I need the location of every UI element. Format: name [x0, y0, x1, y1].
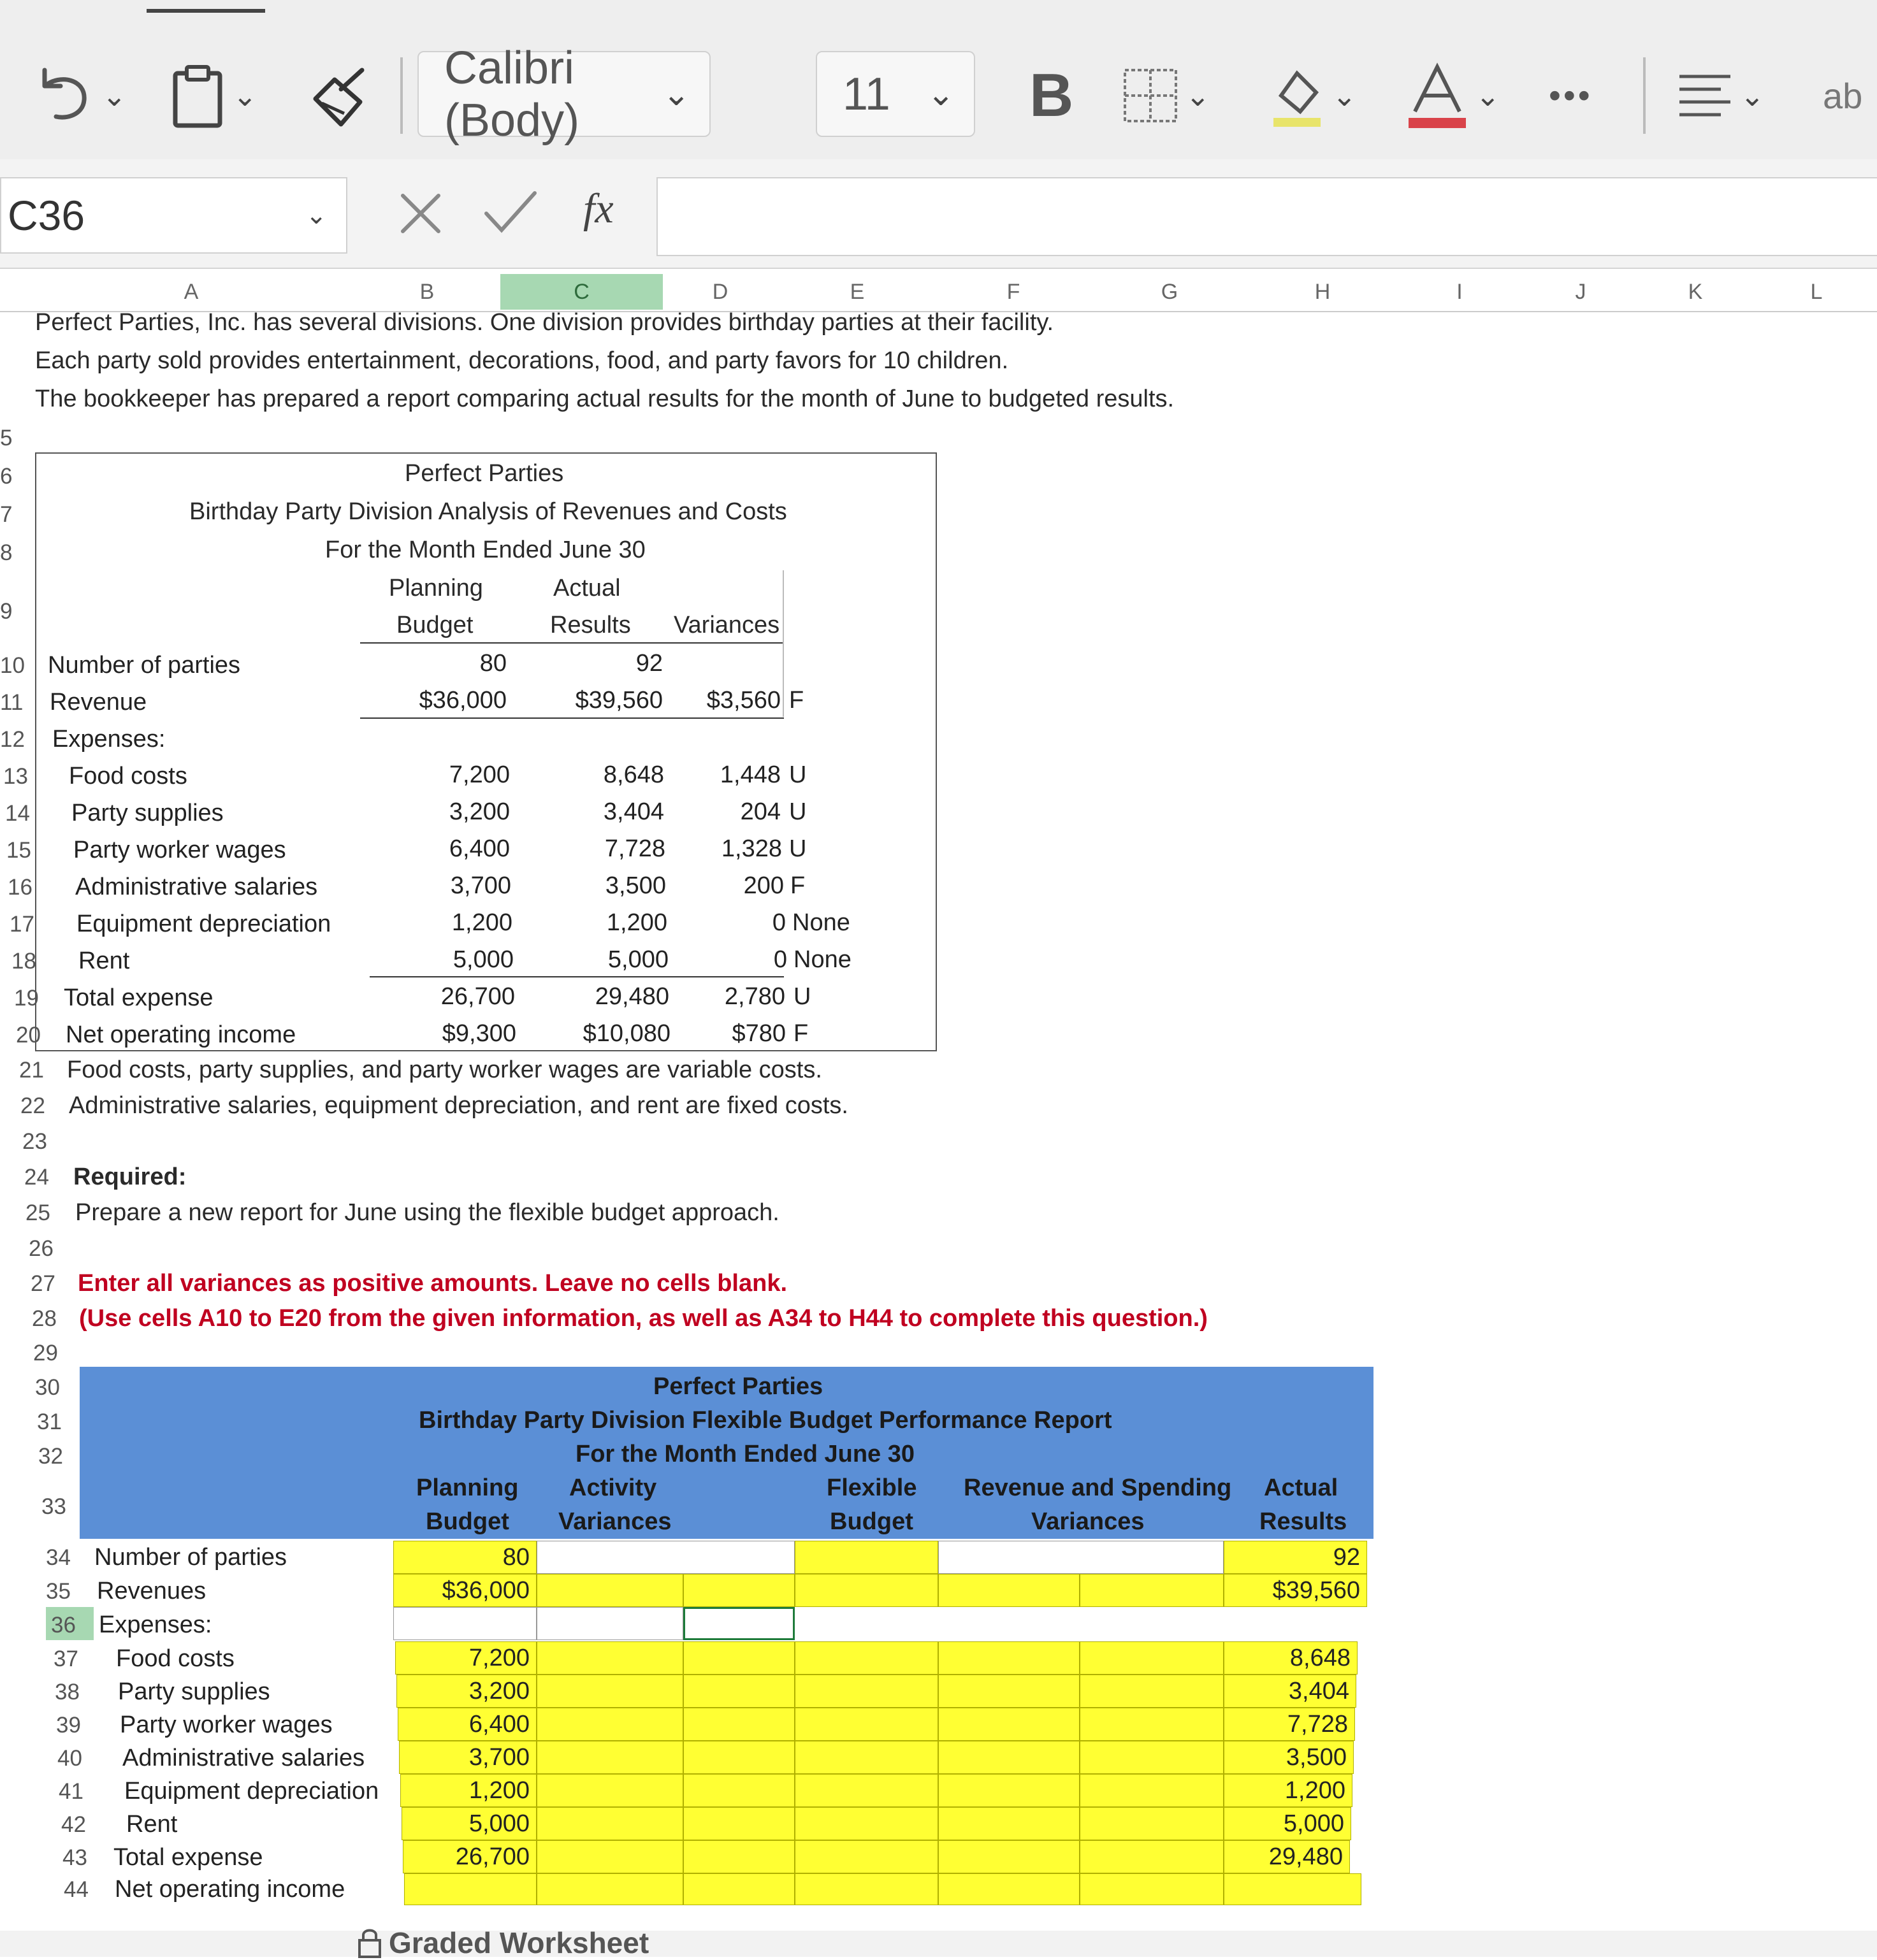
report2-input-cell[interactable]	[683, 1807, 795, 1840]
report2-input-cell[interactable]	[938, 1873, 1080, 1905]
report2-plan-cell[interactable]	[400, 1774, 537, 1807]
chevron-down-icon: ⌄	[305, 201, 327, 229]
report2-plan: 3,200	[468, 1678, 530, 1704]
intro-line-3: The bookkeeper has prepared a report comparing actual results for the month of June to budgeted results.	[35, 386, 1175, 412]
instruction-cells: (Use cells A10 to E20 from the given information, as well as A34 to H44 to complete this question.)	[79, 1305, 1208, 1332]
row-number[interactable]: 10	[0, 653, 25, 678]
font-name-value: Calibri (Body)	[444, 42, 580, 146]
chevron-down-icon: ⌄	[233, 79, 257, 112]
report1-plan: $9,300	[442, 1020, 516, 1047]
report2-plan-cell[interactable]	[399, 1741, 537, 1774]
report1-flag: F	[794, 1020, 809, 1047]
report2-input-cell[interactable]	[537, 1541, 795, 1574]
row-number[interactable]: 23	[22, 1129, 47, 1154]
row-number[interactable]: 34	[46, 1545, 71, 1570]
row-number[interactable]: 14	[5, 801, 30, 826]
report2-hdr-budget: Budget	[426, 1508, 509, 1535]
report2-actual: 92	[1333, 1544, 1360, 1571]
report1-flag: F	[789, 687, 804, 714]
report1-flag: None	[794, 946, 852, 973]
row-number[interactable]: 26	[29, 1236, 54, 1261]
undo-button[interactable]	[25, 51, 127, 140]
report2-input-cell[interactable]	[1080, 1741, 1224, 1774]
report2-input-cell[interactable]	[683, 1840, 795, 1873]
report2-input-cell[interactable]	[683, 1873, 795, 1905]
column-header-a[interactable]: A	[184, 280, 199, 304]
name-box[interactable]	[0, 177, 347, 254]
format-painter-button[interactable]	[306, 51, 370, 140]
report2-input-cell[interactable]	[404, 1873, 537, 1905]
report2-actual: 1,200	[1284, 1777, 1345, 1804]
report1-variance: $3,560	[706, 687, 781, 714]
row-number[interactable]: 37	[54, 1647, 78, 1671]
report2-plan-cell[interactable]	[393, 1541, 537, 1574]
report2-label: Food costs	[116, 1645, 235, 1672]
report2-input-cell[interactable]	[537, 1574, 683, 1607]
report2-input-cell[interactable]	[537, 1774, 683, 1807]
more-options-button[interactable]	[1549, 51, 1593, 140]
report2-input-cell[interactable]	[795, 1708, 938, 1741]
report1-variance: 204	[740, 798, 781, 825]
row-number[interactable]: 32	[38, 1444, 63, 1469]
row-number[interactable]: 18	[11, 949, 36, 974]
report1-variance: 1,328	[721, 835, 782, 862]
report1-plan: $36,000	[419, 687, 507, 714]
report2-label: Party worker wages	[120, 1711, 333, 1738]
toolbar-separator	[1643, 57, 1646, 134]
report2-input-cell[interactable]	[938, 1708, 1080, 1741]
report2-plan-cell[interactable]	[398, 1708, 537, 1741]
report2-input-cell[interactable]	[683, 1774, 795, 1807]
cancel-formula-button[interactable]	[395, 188, 446, 242]
font-color-icon	[1405, 61, 1469, 131]
report1-label: Equipment depreciation	[76, 911, 331, 937]
sheet-tab-graded-worksheet[interactable]	[357, 1926, 649, 1960]
chevron-down-icon: ⌄	[927, 75, 955, 113]
chevron-down-icon: ⌄	[102, 79, 127, 112]
report1-label: Party worker wages	[73, 837, 286, 863]
row-number[interactable]: 35	[46, 1579, 71, 1604]
instruction-variances: Enter all variances as positive amounts. Leave no cells blank.	[78, 1270, 788, 1297]
row-number[interactable]: 41	[59, 1779, 83, 1804]
report2-input-cell[interactable]	[537, 1675, 683, 1708]
chevron-down-icon: ⌄	[1740, 79, 1765, 112]
bold-label: B	[1029, 61, 1074, 129]
fill-bucket-icon	[1268, 61, 1326, 131]
row-number[interactable]: 39	[56, 1713, 81, 1738]
fill-color-button[interactable]	[1268, 51, 1357, 140]
report1-label: Total expense	[64, 984, 214, 1011]
report2-label: Expenses:	[99, 1611, 212, 1638]
report2-input-cell[interactable]	[1080, 1774, 1224, 1807]
toolbar-separator	[400, 57, 403, 134]
report2-plan: 7,200	[468, 1645, 530, 1671]
report2-input-cell[interactable]	[795, 1641, 938, 1675]
report2-input-cell[interactable]	[938, 1541, 1224, 1574]
report1-flag: F	[790, 872, 806, 899]
report2-input-cell[interactable]	[1080, 1675, 1224, 1708]
report1-hdr-actual: Actual	[553, 575, 621, 602]
ribbon-toolbar	[0, 0, 1877, 161]
row-number[interactable]: 15	[6, 838, 31, 863]
report2-subtitle: Birthday Party Division Flexible Budget Performance Report	[419, 1407, 1112, 1434]
report1-variance: 0	[772, 909, 786, 936]
report2-actual: 7,728	[1287, 1711, 1348, 1738]
report2-hdr-revenue-spending: Revenue and Spending	[964, 1474, 1232, 1501]
report2-input-cell[interactable]	[683, 1741, 795, 1774]
report2-input-cell[interactable]	[795, 1807, 938, 1840]
note-variable-costs: Food costs, party supplies, and party worker wages are variable costs.	[67, 1056, 822, 1083]
report1-label: Rent	[78, 948, 130, 974]
row-number[interactable]: 21	[19, 1058, 44, 1083]
report2-label: Rent	[126, 1811, 178, 1838]
report1-plan: 7,200	[449, 761, 510, 788]
clipboard-icon	[169, 61, 226, 131]
report1-actual: 7,728	[604, 835, 665, 862]
report2-input-cell[interactable]	[537, 1708, 683, 1741]
row-number[interactable]: 22	[20, 1093, 45, 1118]
report1-actual: 92	[635, 650, 663, 677]
report1-actual: 1,200	[606, 909, 667, 936]
row-number[interactable]: 31	[37, 1409, 62, 1434]
chevron-down-icon: ⌄	[1475, 79, 1500, 112]
report2-input-cell[interactable]	[1080, 1840, 1224, 1873]
report2-hdr-activity-variances: Variances	[558, 1508, 672, 1535]
sheet-tab-label: Graded Worksheet	[389, 1926, 649, 1959]
report2-hdr-results: Results	[1259, 1508, 1347, 1535]
undo-icon	[25, 61, 96, 131]
report2-input-cell[interactable]	[938, 1675, 1080, 1708]
report2-input-cell[interactable]	[938, 1840, 1080, 1873]
wrap-text-label: ab	[1823, 75, 1863, 116]
report1-hdr-variances: Variances	[674, 612, 780, 638]
checkmark-icon	[481, 188, 539, 239]
report1-label: Food costs	[69, 763, 187, 789]
report1-actual: $10,080	[583, 1020, 670, 1047]
ribbon-tab-indicator	[147, 9, 265, 13]
row-number[interactable]: 28	[32, 1306, 57, 1331]
report2-input-cell[interactable]	[683, 1675, 795, 1708]
report2-input-cell[interactable]	[537, 1641, 683, 1675]
report2-actual: $39,560	[1272, 1577, 1360, 1604]
report1-actual: 8,648	[603, 761, 664, 788]
report1-total-rule	[370, 976, 784, 977]
more-label: •••	[1549, 76, 1593, 115]
intro-line-2: Each party sold provides entertainment, decorations, food, and party favors for 10 children.	[35, 347, 1009, 374]
report2-plan: 1,200	[468, 1777, 530, 1804]
report2-actual: 8,648	[1289, 1645, 1351, 1671]
row-number[interactable]: 6	[0, 464, 13, 489]
close-icon	[395, 188, 446, 239]
report1-variance: $780	[732, 1020, 786, 1047]
report2-input-cell[interactable]	[795, 1741, 938, 1774]
report2-plan: 3,700	[468, 1744, 530, 1771]
column-header-d[interactable]: D	[712, 280, 728, 304]
report1-label: Expenses:	[52, 726, 166, 753]
name-box-value: C36	[8, 192, 85, 239]
report2-label: Administrative salaries	[122, 1745, 365, 1771]
align-icon	[1676, 67, 1734, 124]
row-number[interactable]: 27	[31, 1271, 55, 1296]
report2-actual-cell[interactable]	[1224, 1675, 1356, 1708]
report1-variance: 1,448	[720, 761, 781, 788]
font-color-button[interactable]	[1405, 51, 1500, 140]
report1-flag: U	[789, 835, 807, 862]
report2-input-cell[interactable]	[938, 1741, 1080, 1774]
report1-plan: 5,000	[453, 946, 514, 973]
report2-input-cell[interactable]	[795, 1873, 938, 1905]
report1-subtitle: Birthday Party Division Analysis of Revenues and Costs	[189, 498, 787, 525]
report2-label: Revenues	[97, 1578, 207, 1604]
row-number[interactable]: 20	[16, 1023, 41, 1048]
report1-actual: 3,404	[603, 798, 664, 825]
row-number[interactable]: 8	[0, 540, 13, 565]
note-fixed-costs: Administrative salaries, equipment depreciation, and rent are fixed costs.	[69, 1092, 848, 1119]
intro-line-1: Perfect Parties, Inc. has several divisions. One division provides birthday parties at their facility.	[35, 309, 1054, 336]
report2-actual-cell[interactable]	[1224, 1840, 1350, 1873]
report2-hdr-flexible-budget: Budget	[830, 1508, 913, 1535]
report2-input-cell[interactable]	[683, 1708, 795, 1741]
column-header-h[interactable]: H	[1314, 280, 1331, 304]
bold-button[interactable]	[1029, 51, 1073, 140]
report1-label: Net operating income	[66, 1021, 296, 1048]
report2-actual: 5,000	[1283, 1810, 1344, 1837]
report2-input-cell[interactable]	[537, 1840, 683, 1873]
report1-header-rule	[360, 642, 784, 644]
report2-input-cell[interactable]	[938, 1574, 1080, 1607]
paste-button[interactable]	[169, 51, 257, 140]
report2-input-cell[interactable]	[537, 1873, 683, 1905]
report1-hdr-budget: Budget	[396, 612, 474, 638]
report2-input-cell[interactable]	[1080, 1708, 1224, 1741]
report2-input-cell[interactable]	[795, 1774, 938, 1807]
report2-input-cell[interactable]	[537, 1807, 683, 1840]
row-number[interactable]: 40	[57, 1746, 82, 1771]
report1-actual: 5,000	[607, 946, 669, 973]
report2-actual-cell[interactable]	[1224, 1541, 1367, 1574]
paintbrush-icon	[306, 64, 370, 127]
report2-input-cell[interactable]	[795, 1675, 938, 1708]
row-number[interactable]: 44	[64, 1877, 89, 1902]
borders-button[interactable]	[1122, 51, 1210, 140]
report2-input-cell[interactable]	[1080, 1641, 1224, 1675]
report1-plan: 6,400	[449, 835, 510, 862]
report2-input-cell[interactable]	[795, 1840, 938, 1873]
row-number[interactable]: 7	[0, 502, 13, 527]
report2-plan-cell[interactable]	[395, 1641, 537, 1675]
report1-variance: 200	[743, 872, 784, 899]
column-header-i[interactable]: I	[1456, 280, 1463, 304]
insert-function-button[interactable]	[583, 185, 614, 233]
report2-label: Number of parties	[94, 1544, 287, 1571]
report1-actual: $39,560	[575, 687, 663, 714]
row-number[interactable]: 25	[25, 1200, 50, 1225]
report1-label: Revenue	[50, 689, 147, 716]
column-header-j[interactable]: J	[1575, 280, 1586, 304]
report2-input-cell[interactable]	[537, 1607, 683, 1640]
report2-plan: 5,000	[468, 1810, 530, 1837]
font-name-dropdown[interactable]	[417, 42, 711, 146]
sheet-tab-bar	[0, 1931, 1877, 1957]
report2-hdr-planning: Planning	[416, 1474, 519, 1501]
report2-input-cell[interactable]	[938, 1807, 1080, 1840]
row-number[interactable]: 42	[61, 1812, 86, 1837]
row-number[interactable]: 5	[0, 426, 13, 450]
report2-actual: 29,480	[1268, 1843, 1343, 1870]
report2-input-cell[interactable]	[1224, 1873, 1361, 1905]
report2-input-cell[interactable]	[938, 1641, 1080, 1675]
report2-input-cell[interactable]	[393, 1607, 537, 1640]
report2-actual-cell[interactable]	[1224, 1807, 1351, 1840]
report2-plan-cell[interactable]	[403, 1840, 537, 1873]
report1-plan: 3,200	[449, 798, 510, 825]
chevron-down-icon: ⌄	[1185, 79, 1210, 112]
row-number[interactable]: 30	[35, 1375, 60, 1400]
report2-hdr-flexible: Flexible	[827, 1474, 917, 1501]
report1-label: Number of parties	[48, 652, 241, 679]
report2-plan-cell[interactable]	[396, 1675, 537, 1708]
report1-actual: 3,500	[605, 872, 666, 899]
row-number[interactable]: 16	[8, 875, 33, 900]
report1-label: Administrative salaries	[75, 874, 318, 900]
row-number[interactable]: 13	[3, 764, 28, 789]
report2-input-cell[interactable]	[1080, 1873, 1224, 1905]
report1-period: For the Month Ended June 30	[325, 537, 646, 563]
report1-flag: U	[794, 983, 811, 1010]
report2-label: Party supplies	[118, 1678, 270, 1705]
row-number[interactable]: 19	[14, 986, 39, 1011]
report2-title: Perfect Parties	[653, 1373, 823, 1400]
report2-plan-cell[interactable]	[393, 1574, 537, 1607]
report2-hdr-rs-variances: Variances	[1031, 1508, 1145, 1535]
row-number[interactable]: 12	[0, 727, 25, 752]
report2-actual-cell[interactable]	[1224, 1641, 1358, 1675]
report1-plan: 3,700	[450, 872, 511, 899]
required-instruction: Prepare a new report for June using the flexible budget approach.	[75, 1199, 779, 1226]
report1-flag: U	[789, 798, 807, 825]
report1-flag: U	[789, 761, 807, 788]
column-header-k[interactable]: K	[1688, 280, 1703, 304]
report2-plan: $36,000	[442, 1577, 530, 1604]
report2-input-cell[interactable]	[1080, 1574, 1224, 1607]
report2-actual-cell[interactable]	[1224, 1574, 1367, 1607]
report1-revenue-rule	[360, 717, 784, 719]
chevron-down-icon: ⌄	[662, 75, 690, 113]
report2-plan: 80	[502, 1544, 530, 1571]
row-number[interactable]: 24	[24, 1165, 49, 1190]
align-button[interactable]	[1676, 51, 1765, 140]
fx-label: fx	[583, 185, 614, 232]
report2-label: Total expense	[113, 1844, 263, 1871]
borders-icon	[1122, 67, 1179, 124]
report1-gridline	[783, 570, 784, 717]
report2-plan: 26,700	[455, 1843, 530, 1870]
report2-actual: 3,500	[1286, 1744, 1347, 1771]
report1-label: Party supplies	[71, 800, 224, 826]
report2-plan-cell[interactable]	[402, 1807, 537, 1840]
report2-input-cell[interactable]	[795, 1541, 938, 1574]
report1-hdr-results: Results	[550, 612, 631, 638]
row-number[interactable]: 33	[41, 1494, 66, 1519]
lock-icon	[357, 1928, 382, 1958]
required-heading: Required:	[73, 1164, 187, 1190]
report2-label: Equipment depreciation	[124, 1778, 379, 1805]
column-header-e[interactable]: E	[850, 280, 865, 304]
row-number[interactable]: 43	[62, 1845, 87, 1870]
font-size-dropdown[interactable]	[816, 51, 975, 137]
enter-formula-button[interactable]	[481, 188, 539, 242]
report1-title: Perfect Parties	[405, 460, 564, 487]
report2-actual: 3,404	[1288, 1678, 1349, 1704]
column-header-c[interactable]: C	[500, 274, 663, 310]
row-number[interactable]: 36	[51, 1613, 76, 1638]
formula-input[interactable]	[656, 177, 1877, 256]
report2-hdr-activity: Activity	[569, 1474, 657, 1501]
wrap-text-button[interactable]	[1823, 51, 1862, 140]
report2-input-cell[interactable]	[683, 1641, 795, 1675]
report2-input-cell[interactable]	[683, 1574, 795, 1607]
report2-plan: 6,400	[468, 1711, 530, 1738]
report2-selected-cell[interactable]	[683, 1607, 795, 1640]
report1-variance: 0	[773, 946, 787, 973]
report2-label: Net operating income	[115, 1876, 345, 1903]
report2-input-cell[interactable]	[537, 1741, 683, 1774]
report2-actual-cell[interactable]	[1224, 1741, 1354, 1774]
report2-hdr-actual: Actual	[1264, 1474, 1338, 1501]
font-size-value: 11	[843, 68, 890, 120]
report2-actual-cell[interactable]	[1224, 1774, 1352, 1807]
report2-input-cell[interactable]	[795, 1574, 938, 1607]
report1-plan: 80	[479, 650, 507, 677]
report1-hdr-planning: Planning	[389, 575, 483, 602]
column-header-l[interactable]: L	[1810, 280, 1823, 304]
report1-plan: 1,200	[451, 909, 512, 936]
row-number[interactable]: 29	[33, 1341, 58, 1366]
report1-variance: 2,780	[724, 983, 785, 1010]
chevron-down-icon: ⌄	[1332, 79, 1357, 112]
report2-actual-cell[interactable]	[1224, 1708, 1355, 1741]
row-number[interactable]: 17	[10, 912, 34, 937]
column-header-g[interactable]: G	[1161, 280, 1178, 304]
row-number[interactable]: 9	[0, 599, 13, 624]
row-number[interactable]: 11	[0, 690, 24, 715]
column-header-b[interactable]: B	[419, 280, 435, 304]
report2-input-cell[interactable]	[1080, 1807, 1224, 1840]
report1-plan: 26,700	[440, 983, 515, 1010]
report1-actual: 29,480	[595, 983, 669, 1010]
report2-input-cell[interactable]	[938, 1774, 1080, 1807]
report2-period: For the Month Ended June 30	[576, 1441, 915, 1467]
column-header-f[interactable]: F	[1006, 280, 1020, 304]
report1-flag: None	[792, 909, 850, 936]
row-number[interactable]: 38	[55, 1680, 80, 1704]
